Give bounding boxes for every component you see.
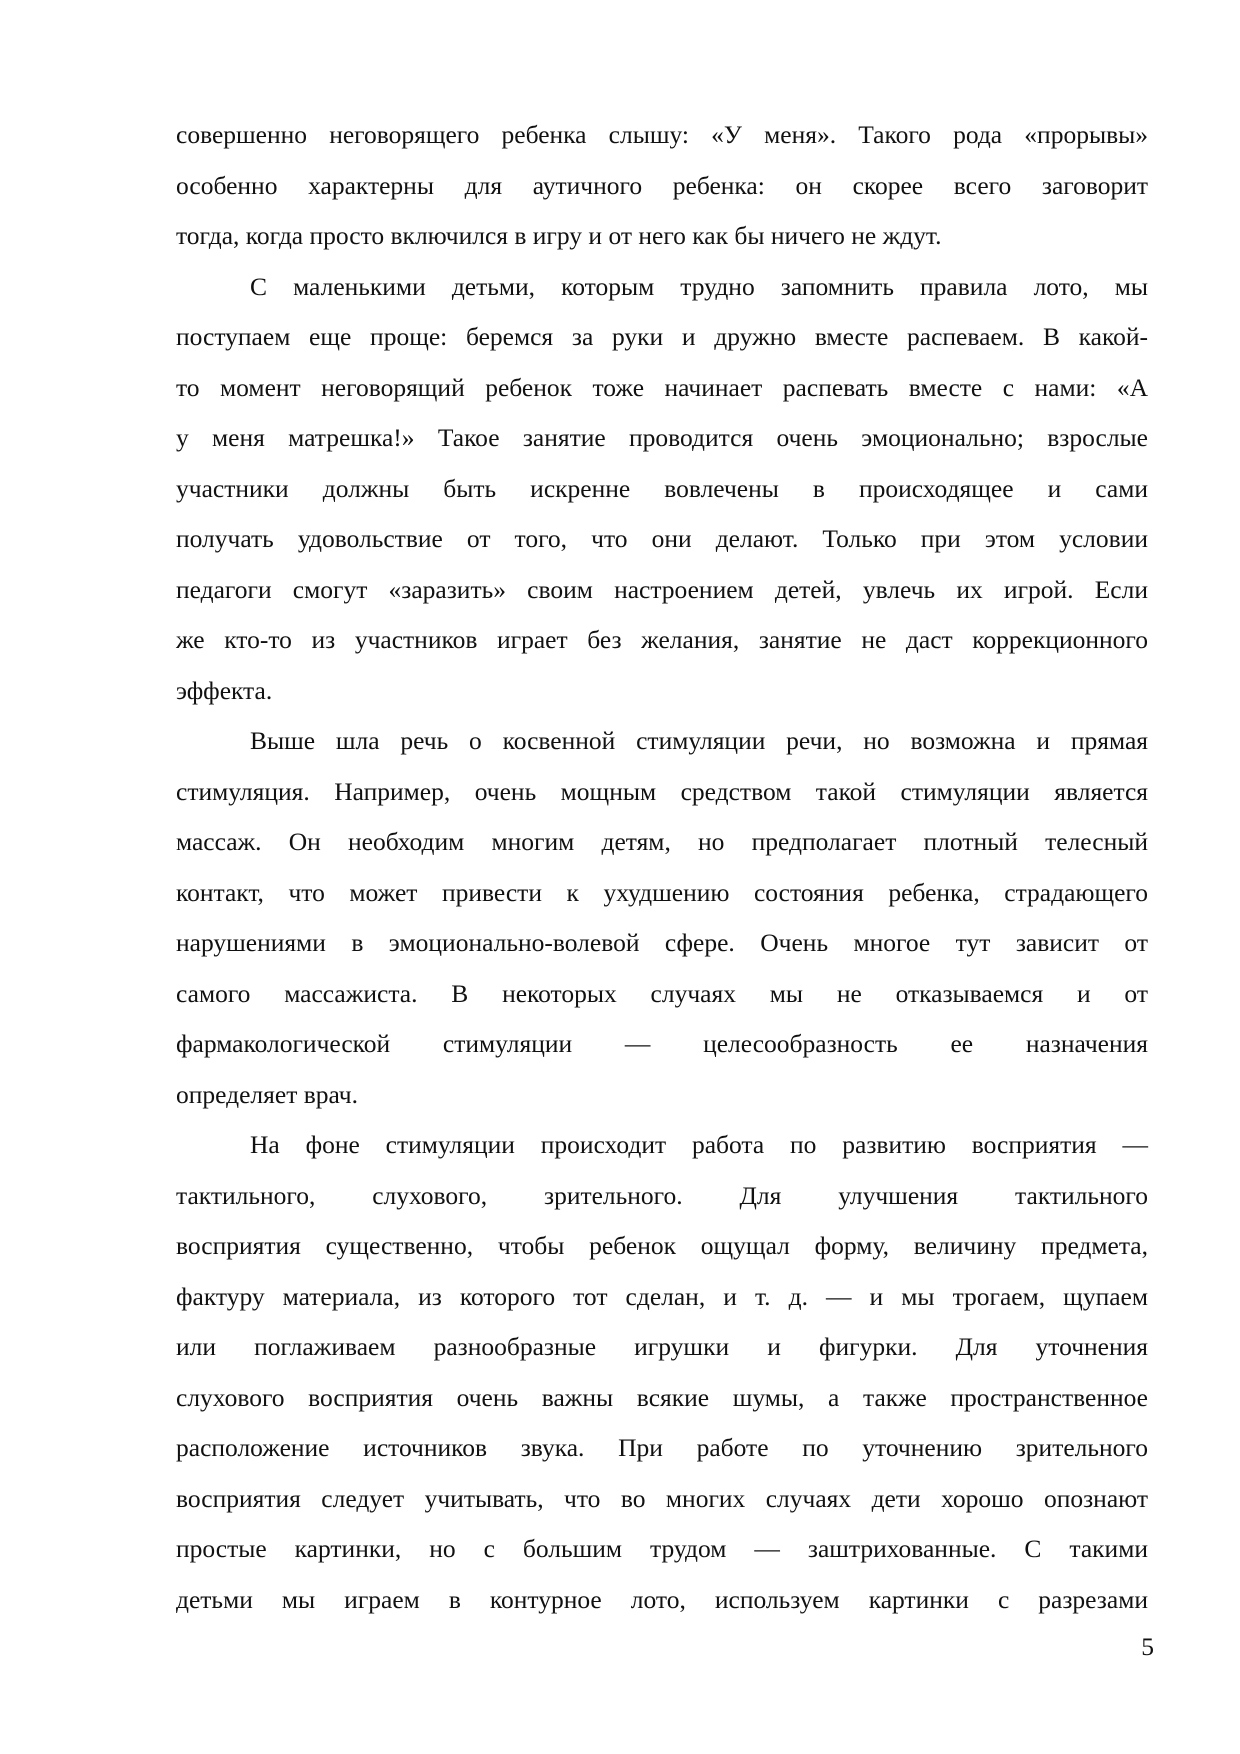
text-line: определяет врач. [176,1079,358,1109]
text-line: С маленькими детьми, которым трудно запомнить правила лото, мы [250,271,1148,301]
text-line: расположение источников звука. При работе по уточнению зрительного [176,1433,1148,1462]
text-line: то момент неговорящий ребенок тоже начинает распевать вместе с нами: «А [176,372,1148,402]
text-line: же кто-то из участников играет без желания, занятие не даст коррекционного [176,625,1148,654]
text-line: эффекта. [176,675,273,705]
text-line: Выше шла речь о косвенной стимуляции речи, но возможна и прямая [250,726,1148,755]
text-line: получать удовольствие от того, что они делают. Только при этом условии [176,524,1148,553]
text-line: тогда, когда просто включился в игру и от него как бы ничего не ждут. [176,221,942,250]
text-line: поступаем еще проще: беремся за руки и дружно вместе распеваем. В какой- [176,322,1148,351]
paragraph-4 [176,1120,1148,1625]
text-line: слухового восприятия очень важны всякие шумы, а также пространственное [176,1382,1148,1412]
paragraph-2 [176,262,1148,717]
text-line: простые картинки, но с большим трудом — заштрихованные. С такими [176,1534,1148,1563]
text-line: педагоги смогут «заразить» своим настроением детей, увлечь их игрой. Если [176,574,1148,604]
text-line: нарушениями в эмоционально-волевой сфере. Очень многое тут зависит от [176,928,1148,957]
text-line: тактильного, слухового, зрительного. Для улучшения тактильного [176,1180,1148,1210]
text-line: или поглаживаем разнообразные игрушки и фигурки. Для уточнения [176,1332,1148,1361]
page-number: 5 [1141,1632,1154,1661]
text-line: На фоне стимуляции происходит работа по развитию восприятия — [250,1130,1148,1159]
text-line: у меня матрешка!» Такое занятие проводится очень эмоционально; взрослые [176,423,1148,452]
body-text [176,110,1148,1625]
text-line: стимуляция. Например, очень мощным средством такой стимуляции является [176,776,1148,806]
text-line: массаж. Он необходим многим детям, но предполагает плотный телесный [176,827,1148,856]
text-line: контакт, что может привести к ухудшению состояния ребенка, страдающего [176,877,1148,907]
text-line: восприятия следует учитывать, что во многих случаях дети хорошо опознают [176,1483,1148,1513]
text-line: детьми мы играем в контурное лото, используем картинки с разрезами [176,1584,1148,1614]
paragraph-1 [176,110,1148,262]
paragraph-3 [176,716,1148,1120]
text-line: совершенно неговорящего ребенка слышу: «У меня». Такого рода «прорывы» [176,120,1148,149]
text-line: фактуру материала, из которого тот сделан, и т. д. — и мы трогаем, щупаем [176,1281,1148,1311]
text-line: восприятия существенно, чтобы ребенок ощущал форму, величину предмета, [176,1231,1148,1260]
text-line: фармакологической стимуляции — целесообразность ее назначения [176,1029,1148,1058]
text-line: участники должны быть искренне вовлечены в происходящее и сами [176,473,1148,503]
text-line: особенно характерны для аутичного ребенка: он скорее всего заговорит [176,170,1148,200]
text-line: самого массажиста. В некоторых случаях мы не отказываемся и от [176,978,1148,1008]
